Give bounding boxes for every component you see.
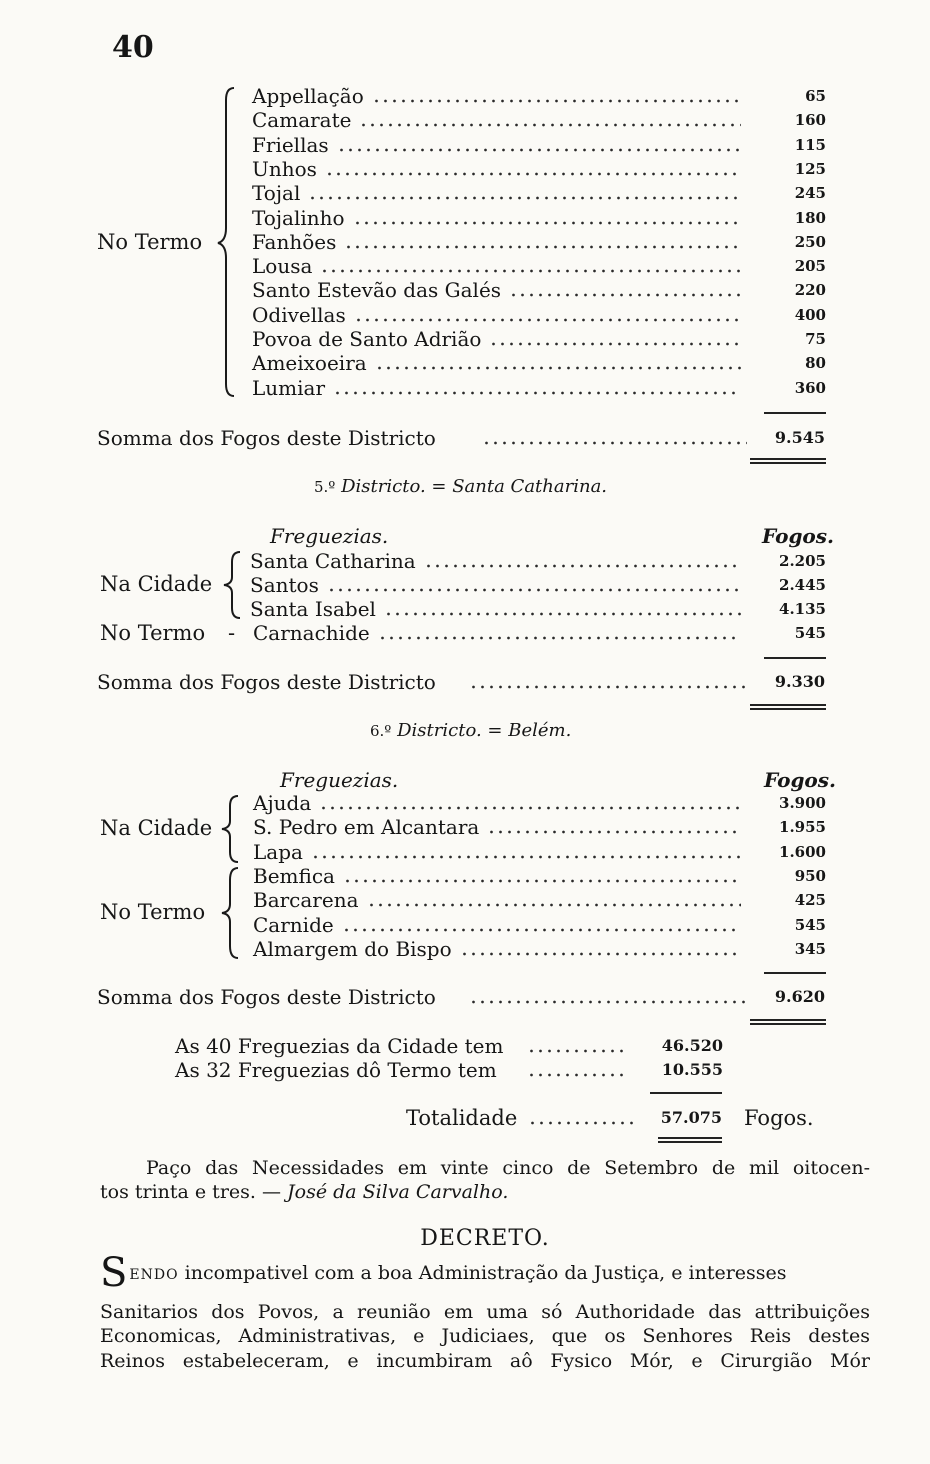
district-4-total-value: 9.545 xyxy=(774,428,825,447)
district-4-total-row xyxy=(97,426,827,450)
parish-row xyxy=(252,327,826,351)
leader-dots xyxy=(344,245,741,249)
parish-fogos-value: 1.955 xyxy=(779,818,826,837)
district-6-term-label: No Termo xyxy=(100,900,206,924)
summary-city-value: 46.520 xyxy=(661,1036,723,1055)
district-5-term-label: No Termo xyxy=(100,621,206,645)
district-4-term-label: No Termo xyxy=(97,230,203,254)
district-6-total-value: 9.620 xyxy=(774,987,825,1006)
parish-row xyxy=(253,791,826,815)
summary-total-label: Totalidade xyxy=(406,1106,518,1130)
parish-fogos-value: 245 xyxy=(794,184,826,203)
leader-dots xyxy=(384,612,741,616)
leader-dots xyxy=(320,269,741,273)
parish-row xyxy=(252,84,826,108)
parish-row xyxy=(252,181,826,205)
decree-line-4: Reinos estabeleceram, e incumbiram aô Fysico Mór, e Cirurgião Mór xyxy=(100,1350,870,1372)
district-6-city-brace xyxy=(218,794,242,864)
parish-row xyxy=(252,108,826,132)
leader-dots xyxy=(325,172,741,176)
signature-line-2: tos trinta e tres. — José da Silva Carvalho. xyxy=(100,1181,509,1203)
decree-smallcaps: ENDO xyxy=(129,1267,179,1283)
district-5-sum-rule xyxy=(764,657,826,659)
summary-term-row xyxy=(175,1058,725,1082)
leader-dots xyxy=(469,685,749,689)
parish-row xyxy=(253,913,826,937)
parish-name: Appellação xyxy=(252,84,364,108)
district-5-term-dash: - xyxy=(228,621,236,645)
summary-total-unit: Fogos. xyxy=(744,1106,814,1130)
leader-dots xyxy=(469,1000,749,1004)
district-6-parishes-header: Freguezias. xyxy=(280,768,399,792)
parish-fogos-value: 3.900 xyxy=(779,794,826,812)
parish-row xyxy=(250,573,826,597)
summary-term-value: 10.555 xyxy=(661,1060,723,1079)
signature-line-1: Paço das Necessidades em vinte cinco de Setembro de mil oitocen- xyxy=(146,1157,870,1179)
parish-row xyxy=(253,864,826,888)
parish-row xyxy=(252,351,826,375)
leader-dots xyxy=(333,391,741,395)
parish-row xyxy=(250,597,826,621)
parish-row xyxy=(252,376,826,400)
leader-dots xyxy=(424,564,741,568)
decree-heading: DECRETO. xyxy=(420,1226,550,1251)
parish-name: Fanhões xyxy=(252,229,337,254)
parish-fogos-value: 80 xyxy=(805,354,826,373)
parish-name: Santo Estevão das Galés xyxy=(252,278,502,303)
parish-name: Ajuda xyxy=(253,791,312,815)
district-6-sum-rule xyxy=(764,972,826,974)
decree-line-1: S ENDO incompativel com a boa Administração da Justiça, e interesses xyxy=(100,1250,787,1296)
leader-dots xyxy=(343,879,741,883)
decree-line-2: Sanitarios dos Povos, a reunião em uma só Authoridade das attribuições xyxy=(100,1301,870,1323)
district-5-city-label: Na Cidade xyxy=(100,572,213,596)
leader-dots xyxy=(319,806,741,810)
district-4-sum-rule xyxy=(764,412,826,414)
district-5-title: 5.º Districto. = Santa Catharina. xyxy=(314,476,608,497)
parish-name: Ameixoeira xyxy=(252,351,367,376)
parish-name: Barcarena xyxy=(253,888,359,913)
summary-double-rule xyxy=(658,1137,722,1143)
leader-dots xyxy=(487,830,741,834)
leader-dots xyxy=(353,221,741,225)
parish-row xyxy=(252,303,826,327)
parish-fogos-value: 2.205 xyxy=(779,552,826,570)
district-6-double-rule xyxy=(750,1019,826,1025)
district-5-parishes-header: Freguezias. xyxy=(270,524,389,548)
district-5-city-brace xyxy=(220,550,244,620)
leader-dots xyxy=(327,588,741,592)
district-5-double-rule xyxy=(750,704,826,710)
district-6-city-label: Na Cidade xyxy=(100,816,213,840)
leader-dots xyxy=(489,342,741,346)
leader-dots xyxy=(311,855,741,859)
parish-row xyxy=(253,815,826,839)
district-5-total-value: 9.330 xyxy=(774,672,825,691)
district-6-title: 6.º Districto. = Belém. xyxy=(370,720,572,741)
parish-fogos-value: 2.445 xyxy=(779,576,826,594)
parish-row xyxy=(252,230,826,254)
parish-row xyxy=(252,254,826,278)
decree-line-3: Economicas, Administrativas, e Judiciaes, que os Senhores Reis destes xyxy=(100,1325,870,1347)
parish-fogos-value: 425 xyxy=(794,891,826,910)
leader-dots xyxy=(509,293,741,297)
parish-name: Carnachide xyxy=(253,621,370,645)
leader-dots xyxy=(527,1073,627,1077)
summary-city-label: As 40 Freguezias da Cidade tem xyxy=(175,1034,504,1058)
leader-dots xyxy=(528,1121,633,1125)
parish-row xyxy=(250,549,826,573)
leader-dots xyxy=(372,99,741,103)
parish-row xyxy=(252,206,826,230)
leader-dots xyxy=(527,1049,627,1053)
decree-dropcap: S xyxy=(100,1250,128,1296)
parish-fogos-value: 75 xyxy=(805,330,826,348)
parish-row xyxy=(253,840,826,864)
district-5-total-row xyxy=(97,670,827,694)
parish-name: Lousa xyxy=(252,254,313,279)
district-4-double-rule xyxy=(750,458,826,464)
parish-fogos-value: 160 xyxy=(794,111,826,130)
parish-name: Santa Catharina xyxy=(250,549,416,573)
leader-dots xyxy=(378,636,741,640)
summary-rule xyxy=(650,1092,722,1094)
parish-name: Lumiar xyxy=(252,375,326,400)
parish-fogos-value: 125 xyxy=(794,159,826,178)
parish-name: Friellas xyxy=(252,132,329,157)
parish-fogos-value: 345 xyxy=(794,939,826,958)
summary-term-label: As 32 Freguezias dô Termo tem xyxy=(175,1058,497,1082)
summary-city-row xyxy=(175,1034,725,1058)
parish-row xyxy=(252,133,826,157)
parish-fogos-value: 400 xyxy=(794,305,826,324)
district-6-fogos-header: Fogos. xyxy=(764,768,836,792)
parish-name: Camarate xyxy=(252,108,352,133)
district-4-total-label: Somma dos Fogos deste Districto xyxy=(97,426,436,450)
parish-fogos-value: 115 xyxy=(794,135,826,154)
parish-fogos-value: 220 xyxy=(794,281,826,300)
parish-fogos-value: 1.600 xyxy=(779,842,826,861)
leader-dots xyxy=(359,123,741,127)
leader-dots xyxy=(482,441,747,445)
parish-name: Bemfica xyxy=(253,864,335,888)
parish-row xyxy=(252,157,826,181)
parish-name: Unhos xyxy=(252,156,317,181)
parish-name: Carnide xyxy=(253,912,334,937)
district-6-term-brace xyxy=(218,866,242,960)
parish-row xyxy=(253,621,826,645)
parish-fogos-value: 545 xyxy=(794,624,826,642)
parish-name: Odivellas xyxy=(252,302,346,327)
parish-name: Povoa de Santo Adrião xyxy=(252,327,482,351)
leader-dots xyxy=(342,928,741,932)
parish-name: Santa Isabel xyxy=(250,597,376,621)
parish-name: S. Pedro em Alcantara xyxy=(253,815,480,840)
summary-total-row xyxy=(406,1106,816,1130)
leader-dots xyxy=(367,903,741,907)
leader-dots xyxy=(354,318,741,322)
summary-total-value: 57.075 xyxy=(660,1108,722,1127)
parish-row xyxy=(253,937,826,961)
parish-row xyxy=(252,278,826,302)
parish-fogos-value: 4.135 xyxy=(779,600,826,618)
parish-fogos-value: 545 xyxy=(794,915,826,934)
parish-row xyxy=(253,888,826,912)
parish-name: Tojalinho xyxy=(252,205,345,230)
leader-dots xyxy=(460,952,741,956)
parish-fogos-value: 950 xyxy=(794,867,826,885)
leader-dots xyxy=(375,366,741,370)
district-6-total-label: Somma dos Fogos deste Districto xyxy=(97,985,436,1009)
parish-fogos-value: 180 xyxy=(794,208,826,227)
parish-name: Santos xyxy=(250,573,319,597)
parish-name: Almargem do Bispo xyxy=(253,936,452,961)
parish-fogos-value: 205 xyxy=(794,257,826,276)
district-5-fogos-header: Fogos. xyxy=(762,524,834,548)
parish-fogos-value: 250 xyxy=(794,232,826,251)
page-number: 40 xyxy=(112,30,154,65)
district-5-total-label: Somma dos Fogos deste Districto xyxy=(97,670,436,694)
leader-dots xyxy=(337,148,741,152)
parish-fogos-value: 360 xyxy=(794,378,826,397)
district-4-brace xyxy=(214,86,238,400)
parish-name: Lapa xyxy=(253,839,303,864)
parish-name: Tojal xyxy=(252,181,301,206)
parish-fogos-value: 65 xyxy=(805,87,826,105)
district-6-total-row xyxy=(97,985,827,1009)
leader-dots xyxy=(308,196,741,200)
